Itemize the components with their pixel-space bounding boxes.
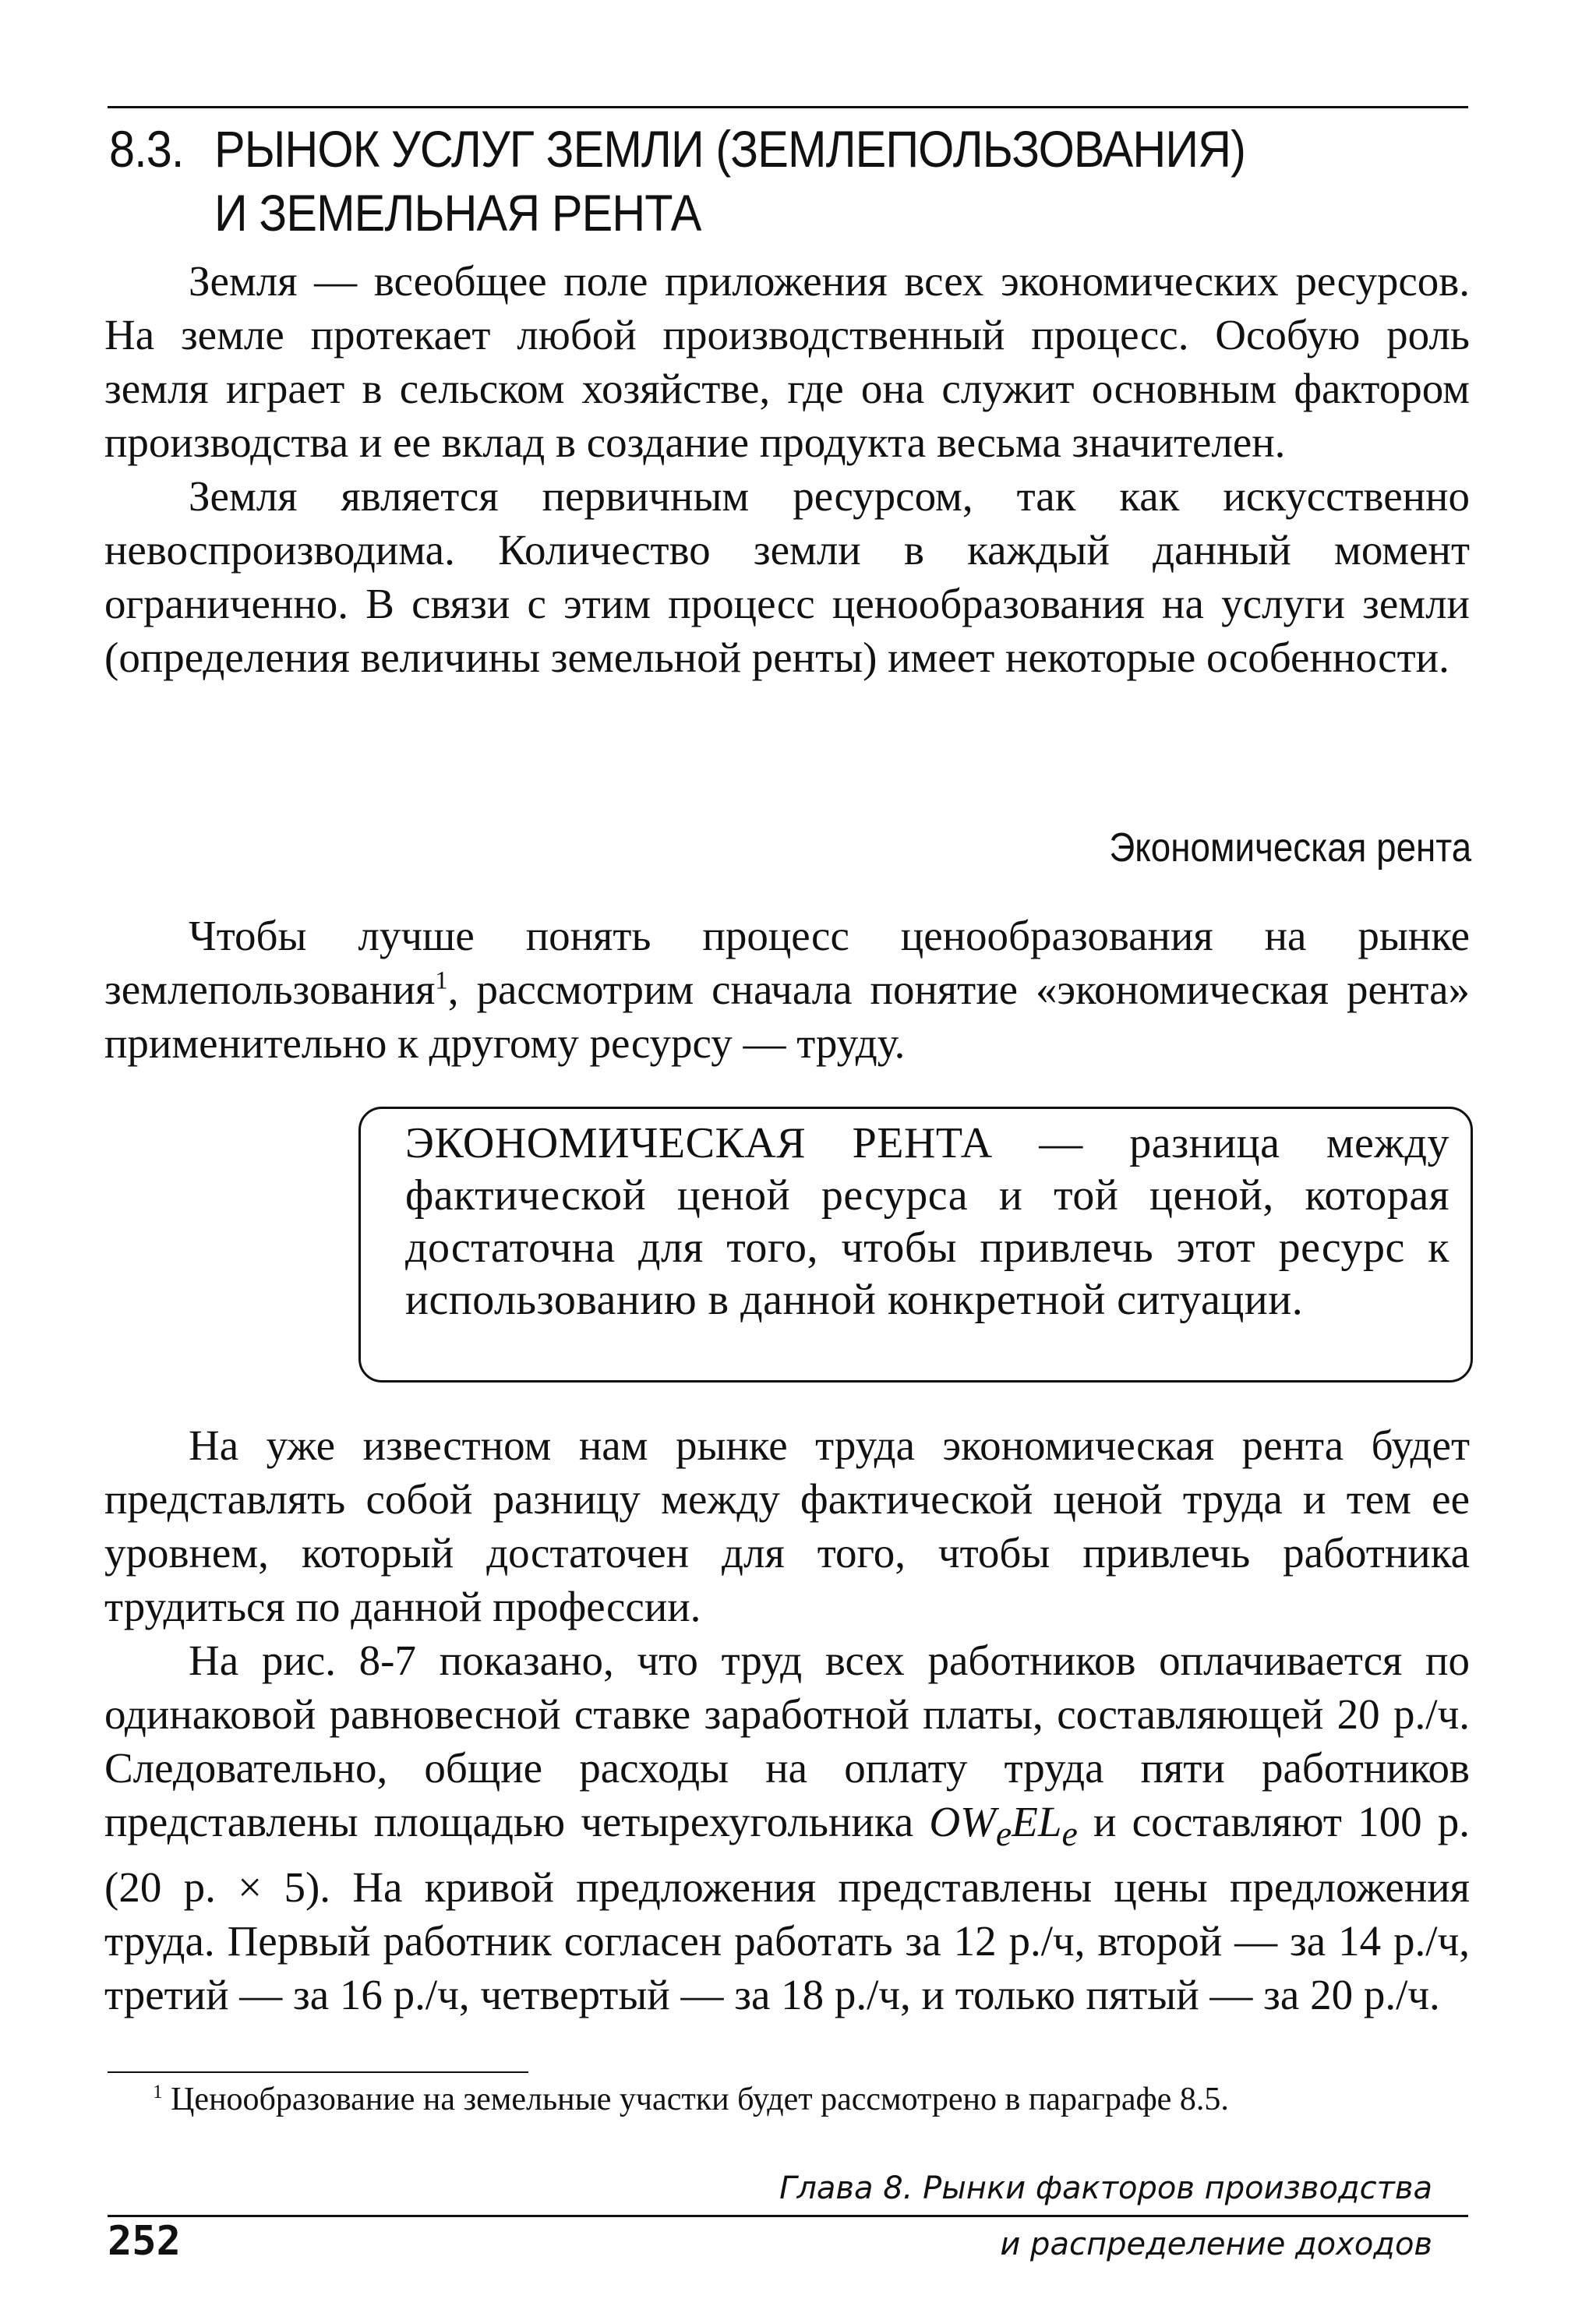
page-number: 252 [108, 2218, 181, 2265]
rent-intro-paragraph [104, 909, 1470, 1070]
paragraph [104, 1633, 1470, 2022]
paragraph: На уже известном нам рынке труда экономическая рента будет представлять собой разницу между фактической ценой труда и тем ее уровнем, который достаточен для того, чтобы привлечь работника трудиться по данной профессии. [104, 1421, 1470, 1630]
paragraph: Земля — всеобщее поле приложения всех экономических ресурсов. На земле протекает любой производственный процесс. Особую роль земля играет в сельском хозяйстве, где она служит основным фактором производства и ее вклад в создание продукта весьма значителен. [104, 257, 1470, 466]
footnote [153, 2079, 1478, 2120]
paragraph: Земля является первичным ресурсом, так как искусственно невоспроизводима. Количество земли в каждый данный момент ограниченно. В связи с этим процесс ценообразования на услуги земли (определения величины земельной ренты) имеет некоторые особенности. [104, 472, 1470, 681]
formula-part: OW [929, 1798, 996, 1845]
intro-paragraphs [104, 254, 1470, 684]
paragraph-text: , рассмотрим сначала понятие «экономическая рента» применительно к другому ресурсу — труду. [104, 966, 1470, 1067]
footnote-reference: 1 [435, 966, 448, 995]
formula-part: EL [1012, 1798, 1062, 1845]
section-title-line2: И ЗЕМЕЛЬНАЯ РЕНТА [214, 184, 701, 242]
paragraph-text: и составляют 100 р. (20 р. × 5). На кривой предложения представлены цены предложения труда. Первый работник согласен работать за 12 р./ч, второй — за 14 р./ч, третий — за 16 р./ч, четвертый — за 18 р./ч, и только пятый — за 20 р./ч. [104, 1798, 1471, 2018]
formula-subscript: e [1061, 1813, 1078, 1853]
footnote-text: Ценообразование на земельные участки будет рассмотрено в параграфе 8.5. [171, 2082, 1229, 2117]
bottom-rule [108, 2215, 1468, 2217]
section-number: 8.3. [109, 120, 184, 178]
running-head-line1: Глава 8. Рынки факторов производства [779, 2170, 1432, 2206]
definition-text: ЭКОНОМИЧЕСКАЯ РЕНТА — разница между фактической ценой ресурса и той ценой, которая достаточна для того, чтобы привлечь этот ресурс к использованию в данной конкретной ситуации. [405, 1119, 1449, 1324]
subheading: Экономическая рента [1109, 825, 1471, 870]
footnote-mark: 1 [153, 2082, 163, 2103]
section-title-line1: РЫНОК УСЛУГ ЗЕМЛИ (ЗЕМЛЕПОЛЬЗОВАНИЯ) [214, 120, 1246, 178]
formula [929, 1798, 1078, 1853]
main-paragraphs [104, 1418, 1470, 2022]
paragraph-text: На рис. 8-7 показано, что труд всех работников оплачивается по одинаковой равновесной ставке заработной платы, составляющей 20 р./ч. Следовательно, общие расходы на оплату труда пяти работников представлены площадью четырехугольника [104, 1637, 1470, 1845]
footnote-rule [108, 2071, 528, 2073]
paragraph-text: Чтобы лучше понять процесс ценообразования на рынке землепользования [104, 912, 1470, 1013]
top-rule [108, 106, 1468, 108]
section-heading [109, 117, 1329, 245]
paragraph [104, 909, 1470, 1070]
formula-subscript: e [995, 1813, 1012, 1853]
running-head-line2: и распределение доходов [1000, 2227, 1432, 2262]
